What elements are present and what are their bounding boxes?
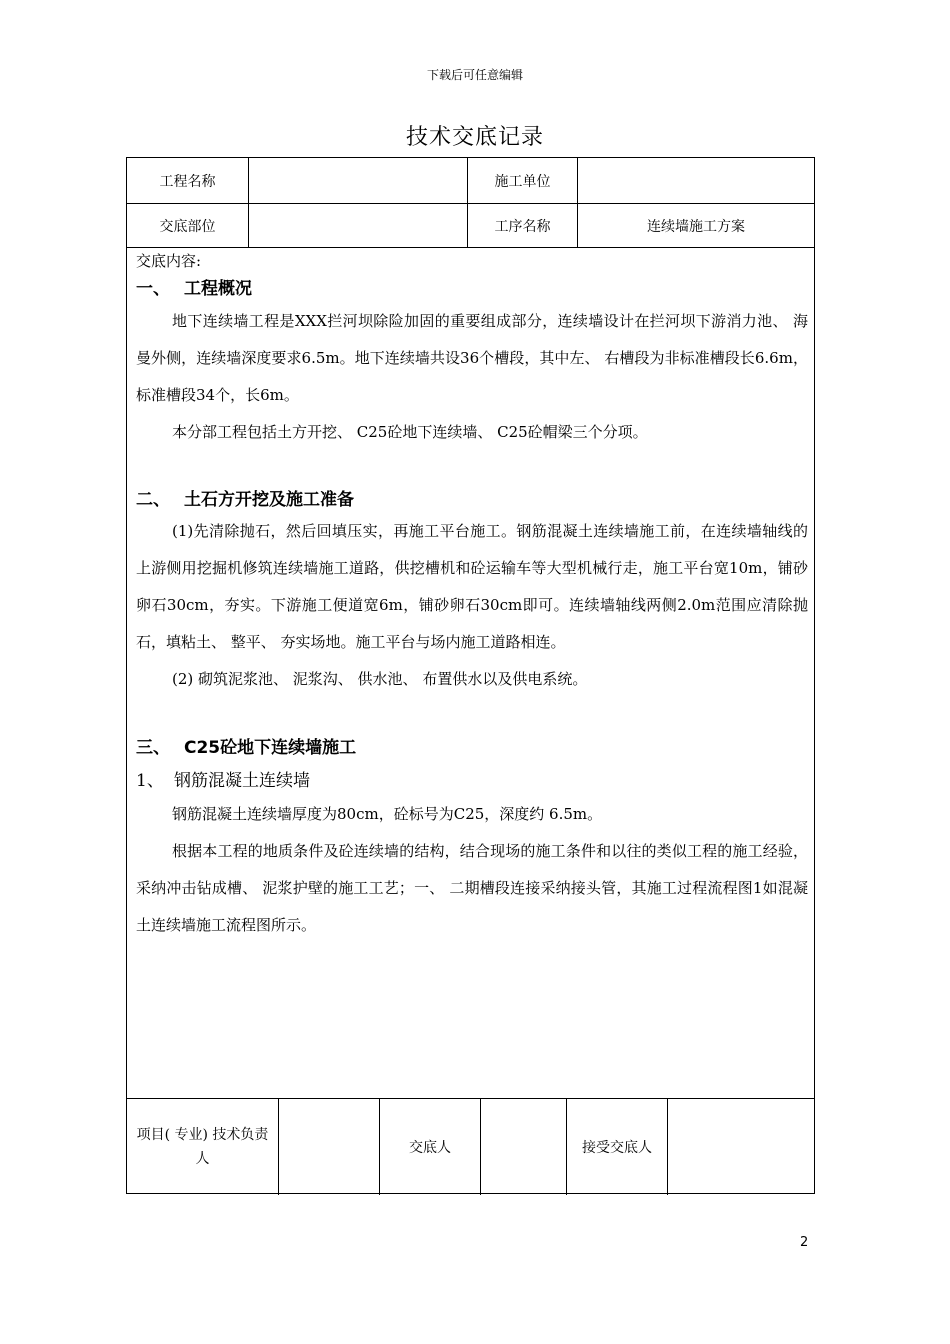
section-1-paragraph-1: 地下连续墙工程是XXX拦河坝除险加固的重要组成部分，连续墙设计在拦河坝下游消力池、 海曼外侧，连续墙深度要求6.5m。地下连续墙共设36个槽段，其中左、 右槽段为非标准槽段长6.6m，标准槽段34个，长6m。 <box>136 312 808 404</box>
project-name-label: 工程名称 <box>127 158 249 203</box>
procedure-value: 连续墙施工方案 <box>647 218 745 235</box>
section-3-heading <box>136 733 356 758</box>
section-3-paragraph-1: 钢筋混凝土连续墙厚度为80cm，砼标号为C25，深度约 6.5m。 <box>172 805 603 823</box>
section-3-sub-title: 钢筋混凝土连续墙 <box>174 771 310 791</box>
tech-lead-signature-field[interactable] <box>279 1099 380 1195</box>
section-2-heading <box>136 485 354 510</box>
receiver-label: 接受交底人 <box>567 1099 668 1195</box>
procedure-label: 工序名称 <box>468 204 578 247</box>
disclosure-content <box>127 248 814 1098</box>
section-3-subheading <box>136 766 310 791</box>
page-number: 2 <box>800 1235 809 1250</box>
section-2-paragraph-2: (2) 砌筑泥浆池、 泥浆沟、 供水池、 布置供水以及供电系统。 <box>172 670 588 688</box>
location-field[interactable] <box>249 204 468 247</box>
content-intro-label: 交底内容: <box>136 252 202 270</box>
info-row-2 <box>127 204 814 248</box>
project-name-field[interactable] <box>249 158 468 203</box>
section-3-sub-number: 1、 <box>136 771 164 791</box>
discloser-signature-field[interactable] <box>481 1099 567 1195</box>
receiver-signature-field[interactable] <box>668 1099 814 1195</box>
page-title: 技术交底记录 <box>405 125 544 150</box>
section-1-paragraph-2: 本分部工程包括土方开挖、 C25砼地下连续墙、 C25砼帽梁三个分项。 <box>172 423 648 441</box>
section-3-number: 三、 <box>136 738 170 758</box>
construction-unit-label: 施工单位 <box>468 158 578 203</box>
section-3-paragraph-2: 根据本工程的地质条件及砼连续墙的结构，结合现场的施工条件和以往的类似工程的施工经验，采纳冲击钻成槽、 泥浆护壁的施工工艺；一、 二期槽段连接采纳接头管，其施工过程流程图1如混凝土连续墙施工流程图所示。 <box>136 842 808 934</box>
info-row-1 <box>127 158 814 204</box>
disclosure-form <box>126 157 815 1194</box>
discloser-label: 交底人 <box>380 1099 481 1195</box>
section-3-title: C25砼地下连续墙施工 <box>184 738 357 758</box>
construction-unit-field[interactable] <box>578 158 814 203</box>
tech-lead-label: 项目( 专业) 技术负责人 <box>127 1099 279 1195</box>
section-1-title: 工程概况 <box>184 279 252 299</box>
watermark-text: 下载后可任意编辑 <box>426 68 523 82</box>
section-1-number: 一、 <box>136 279 170 299</box>
section-1-heading <box>136 274 252 299</box>
location-label: 交底部位 <box>127 204 249 247</box>
signature-row <box>127 1098 814 1195</box>
section-2-title: 土石方开挖及施工准备 <box>184 490 354 510</box>
section-2-paragraph-1: (1)先清除抛石，然后回填压实，再施工平台施工。钢筋混凝土连续墙施工前，在连续墙轴线的上游侧用挖掘机修筑连续墙施工道路，供挖槽机和砼运输车等大型机械行走，施工平台宽10m，铺砂卵石30cm，夯实。下游施工便道宽6m，铺砂卵石30cm即可。连续墙轴线两侧2.0m范围应清除抛石，填粘土、 整平、 夯实场地。施工平台与场内施工道路相连。 <box>136 522 808 651</box>
section-2-number: 二、 <box>136 490 170 510</box>
